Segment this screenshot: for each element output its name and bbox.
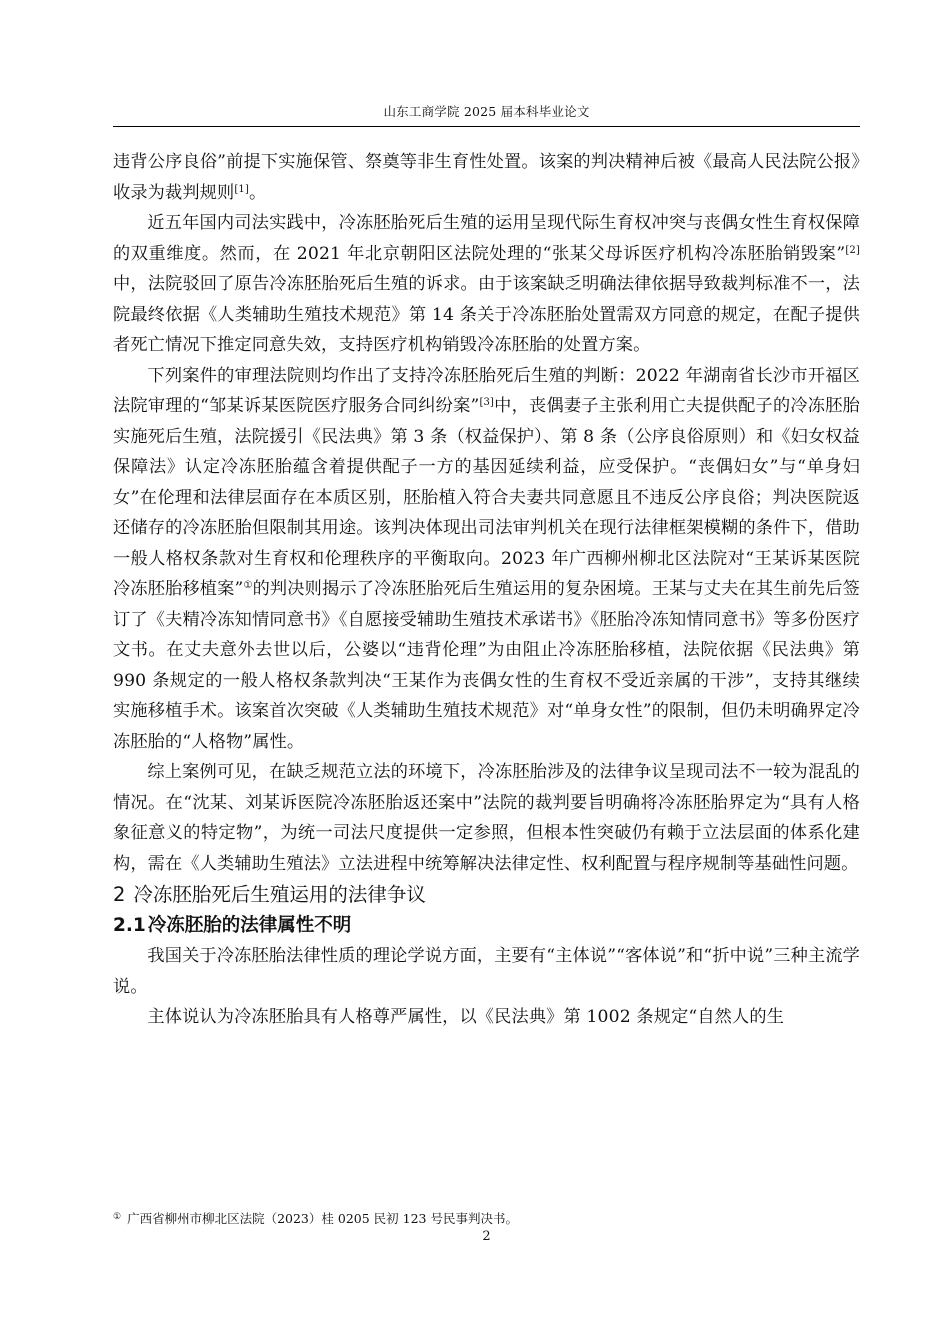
subsection-number: 2.1 — [113, 915, 146, 936]
paragraph-summary: 综上案例可见，在缺乏规范立法的环境下，冷冻胚胎涉及的法律争议呈现司法不一较为混乱的情况。在“沈某、刘某诉医院冷冻胚胎返还案中”法院的裁判要旨明确将冷冻胚胎界定为“具有人格象征意义的特定物”，为统一司法尺度提供一定参照，但根本性突破仍有赖于立法层面的体系化建构，需在《人类辅助生殖法》立法进程中统筹解决法律定性、权利配置与程序规制等基础性问题。 — [113, 762, 860, 874]
main-content — [113, 147, 860, 1033]
footnote — [113, 1209, 518, 1227]
footnote-text: 广西省柳州市柳北区法院（2023）桂 0205 民初 123 号民事判决书。 — [127, 1211, 518, 1226]
citation-ref-1: [1] — [234, 183, 249, 195]
paragraph-domestic-practice — [113, 208, 860, 361]
section-number: 2 — [113, 883, 126, 906]
paragraph-text-cont: 中，法院驳回了原告冷冻胚胎死后生殖的诉求。由于该案缺乏明确法律依据导致裁判标准不一，法院最终依据《人类辅助生殖技术规范》第 14 条关于冷冻胚胎处置需双方同意的规定，在配子提供者死亡情况下推定同意失效，支持医疗机构销毁冷冻胚胎的处置方案。 — [113, 274, 860, 355]
paragraph-continuation — [113, 147, 860, 208]
paragraph-subject-theory: 主体说认为冷冻胚胎具有人格尊严属性，以《民法典》第 1002 条规定“自然人的生 — [147, 1007, 785, 1027]
subsection-title: 冷冻胚胎的法律属性不明 — [147, 915, 352, 936]
citation-ref-3: [3] — [479, 397, 495, 408]
paragraph-text: 下列案件的审理法院则均作出了支持冷冻胚胎死后生殖的判断：2022 年湖南省长沙市开福区法院审理的“邹某诉某医院医疗服务合同纠纷案” — [113, 365, 860, 416]
paragraph-text: 近五年国内司法实践中，冷冻胚胎死后生殖的运用呈现代际生育权冲突与丧偶女性生育权保障的双重维度。然而，在 2021 年北京朝阳区法院处理的“张某父母诉医疗机构冷冻胚胎销毁案” — [113, 213, 860, 264]
paragraph-text: 违背公序良俗”前提下实施保管、祭奠等非生育性处置。该案的判决精神后被《最高人民法院公报》收录为裁判规则 — [113, 152, 860, 203]
header-rule — [113, 126, 860, 127]
page-number: 2 — [482, 1229, 491, 1244]
paragraph-theories: 我国关于冷冻胚胎法律性质的理论学说方面，主要有“主体说”“客体说”和“折中说”三种主流学说。 — [113, 946, 860, 997]
paragraph-text-cont-2: 的判决则揭示了冷冻胚胎死后生殖运用的复杂困境。王某与丈夫在其生前先后签订了《夫精冷冻知情同意书》《自愿接受辅助生殖技术承诺书》《胚胎冷冻知情同意书》等多份医疗文书。在丈夫意外去世以后，公婆以“违背伦理”为由阻止冷冻胚胎移植，法院依据《民法典》第 990 条规定的一般人格权条款判决“王某作为丧偶女性的生育权不受近亲属的干涉”，支持其继续实施移植手术。该案首次突破《人类辅助生殖技术规范》对“单身女性”的限制，但仍未明确界定冷冻胚胎的“人格物”属性。 — [113, 579, 860, 752]
paragraph-supporting-cases — [113, 361, 860, 758]
section-title: 冷冻胚胎死后生殖运用的法律争议 — [133, 883, 426, 906]
section-heading-2 — [113, 879, 860, 910]
running-header: 山东工商学院 2025 届本科毕业论文 — [383, 104, 590, 119]
footnote-mark: ① — [113, 1212, 122, 1222]
paragraph-text-end: 。 — [249, 182, 267, 203]
paragraph-text-cont: 中，丧偶妻子主张利用亡夫提供配子的冷冻胚胎实施死后生殖，法院援引《民法典》第 3 条（权益保护）、第 8 条（公序良俗原则）和《妇女权益保障法》认定冷冻胚胎蕴含着提供配子一方的基因延续利益，应受保护。“丧偶妇女”与“单身妇女”在伦理和法律层面存在本质区别，胚胎植入符合夫妻共同意愿且不违反公序良俗；判决医院返还储存的冷冻胚胎但限制其用途。该判决体现出司法审判机关在现行法律框架模糊的条件下，借助一般人格权条款对生育权和伦理秩序的平衡取向。2023 年广西柳州柳北区法院对“王某诉某医院冷冻胚胎移植案” — [113, 396, 860, 599]
footnote-ref-1[interactable]: ① — [243, 580, 253, 591]
subsection-heading-2-1 — [113, 910, 860, 941]
citation-ref-2: [2] — [845, 244, 860, 256]
